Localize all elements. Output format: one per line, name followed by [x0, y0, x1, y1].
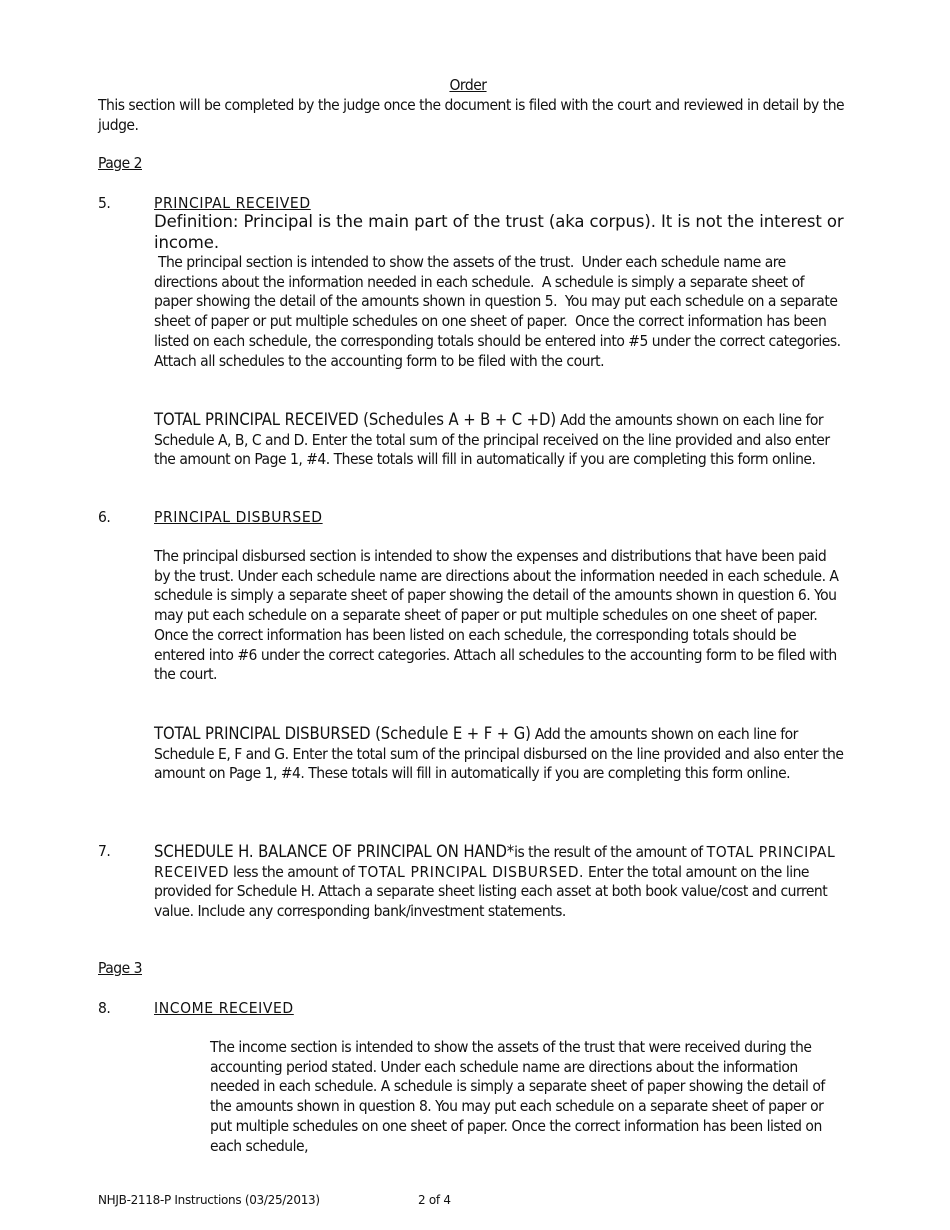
item-8-heading: INCOME RECEIVED	[154, 999, 294, 1017]
item-8-number: 8.	[98, 999, 111, 1017]
order-text: This section will be completed by the judge once the document is filed with the court and reviewed in detail by the judge.	[98, 96, 845, 134]
item-5-total-lead: TOTAL PRINCIPAL RECEIVED (Schedules A + B + C +D)	[154, 410, 557, 429]
item-6-number: 6.	[98, 508, 111, 526]
item-6-total-body: Add the amounts shown on each line for Schedule E, F and G. Enter the total sum of the principal disbursed on the line provided and also enter the amount on Page 1, #4. These totals will fill in automatically if you are completing this form online.	[154, 725, 844, 783]
item-5-number: 5.	[98, 194, 111, 212]
item-7-number: 7.	[98, 842, 111, 860]
item-5-definition: Definition: Principal is the main part of the trust (aka corpus). It is not the interest or income.	[154, 212, 844, 252]
item-6-heading: PRINCIPAL DISBURSED	[154, 508, 323, 526]
item-5-heading: PRINCIPAL RECEIVED	[154, 194, 311, 212]
page-2-label: Page 2	[98, 154, 142, 172]
footer-page-number: 2 of 4	[418, 1193, 451, 1207]
page-3-label: Page 3	[98, 959, 142, 977]
item-6-total-lead: TOTAL PRINCIPAL DISBURSED (Schedule E + F + G)	[154, 724, 531, 743]
item-5-total	[154, 410, 844, 470]
item-8-body: The income section is intended to show the assets of the trust that were received during the accounting period stated. Under each schedule name are directions about the information needed in each schedule. A schedule is simply a separate sheet of paper showing the detail of the amounts shown in question 8. You may put each schedule on a separate sheet of paper or put multiple schedules on one sheet of paper. Once the correct information has been listed on each schedule,	[210, 1038, 825, 1155]
item-7-body	[154, 842, 844, 922]
item-7-body-c: Enter the total amount on the line provided for Schedule H. Attach a separate sheet listing each asset at both book value/cost and current value. Include any corresponding bank/investment statements.	[154, 862, 828, 921]
item-7-caps-b: TOTAL PRINCIPAL DISBURSED.	[358, 862, 585, 881]
item-7-body-b: less the amount of	[229, 862, 359, 881]
item-7-lead: SCHEDULE H. BALANCE OF PRINCIPAL ON HAND*	[154, 842, 515, 861]
item-5-total-body: Add the amounts shown on each line for Schedule A, B, C and D. Enter the total sum of the principal received on the line provided and also enter the amount on Page 1, #4. These totals will fill in automatically if you are completing this form online.	[154, 411, 830, 469]
item-6-total	[154, 724, 844, 784]
item-5-body: The principal section is intended to show the assets of the trust. Under each schedule name are directions about the information needed in each schedule. A schedule is simply a separate sheet of paper showing the detail of the amounts shown in question 5. You may put each schedule on a separate sheet of paper or put multiple schedules on one sheet of paper. Once the correct information has been listed on each schedule, the corresponding totals should be entered into #5 under the correct categories. Attach all schedules to the accounting form to be filed with the court.	[154, 253, 849, 370]
item-7-caps-a: TOTAL PRINCIPAL RECEIVED	[154, 843, 836, 881]
item-7-body-a: is the result of the amount of	[514, 843, 707, 861]
item-6-body: The principal disbursed section is intended to show the expenses and distributions that have been paid by the trust. Under each schedule name are directions about the information needed in each schedule. A schedule is simply a separate sheet of paper showing the detail of the amounts shown in question 6. You may put each schedule on a separate sheet of paper or put multiple schedules on one sheet of paper. Once the correct information has been listed on each schedule, the corresponding totals should be entered into #6 under the correct categories. Attach all schedules to the accounting form to be filed with the court.	[154, 547, 839, 684]
footer-form-id: NHJB-2118-P Instructions (03/25/2013)	[98, 1193, 320, 1207]
order-title: Order	[449, 76, 487, 94]
